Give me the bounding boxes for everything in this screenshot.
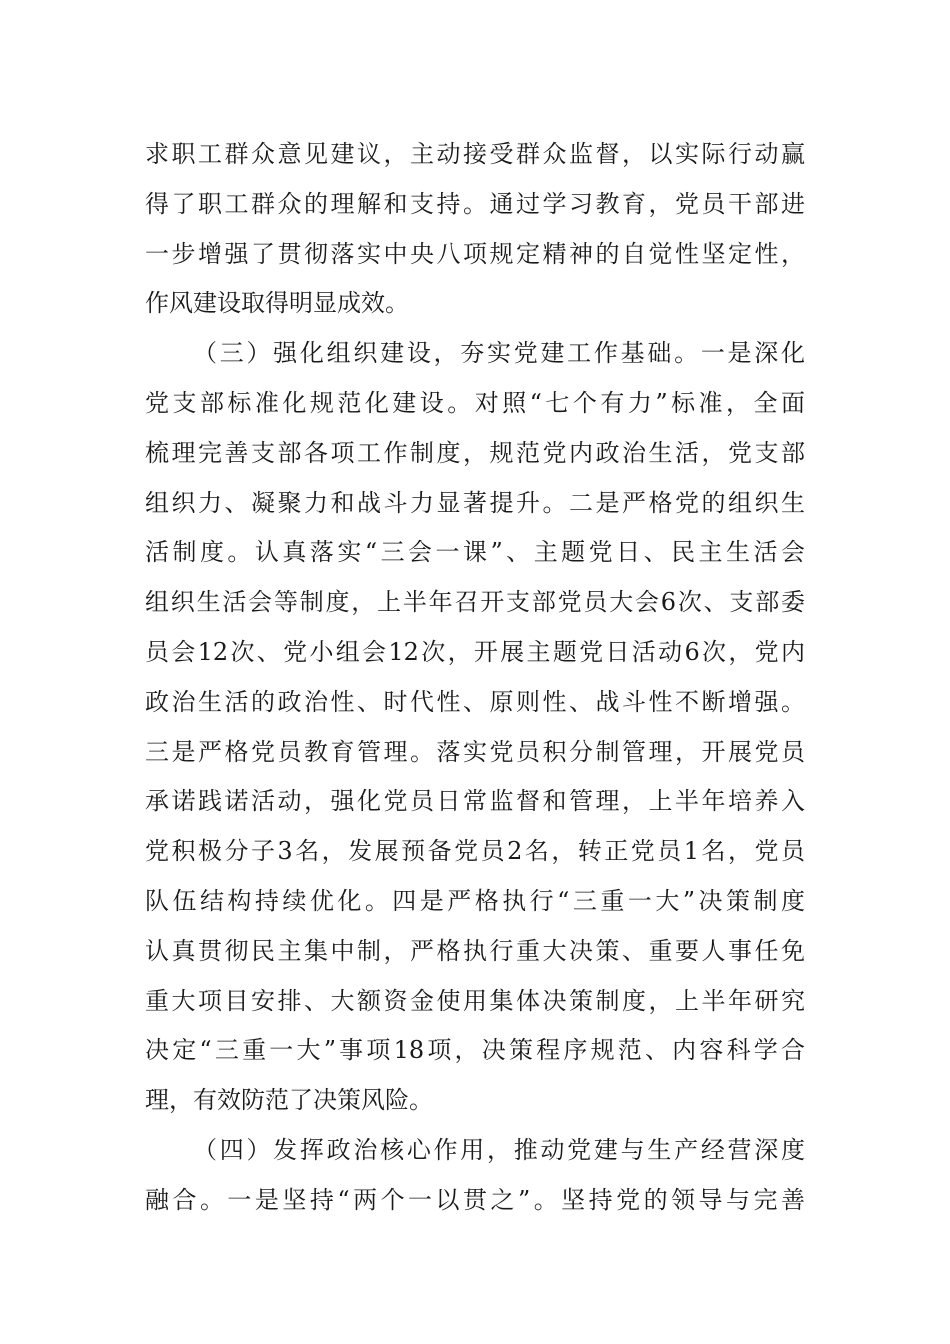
text-line: 队伍结构持续优化。四是严格执行“三重一大”决策制度 [145, 887, 805, 915]
text-line: 融合。一是坚持“两个一以贯之”。坚持党的领导与完善 [145, 1186, 805, 1214]
text-line: 一步增强了贯彻落实中央八项规定精神的自觉性坚定性， [145, 240, 805, 268]
text-line: 梳理完善支部各项工作制度，规范党内政治生活，党支部 [145, 439, 805, 467]
text-line: 党支部标准化规范化建设。对照“七个有力”标准，全面 [145, 389, 805, 417]
text-line: 认真贯彻民主集中制，严格执行重大决策、重要人事任免 [145, 937, 805, 965]
text-line: 员会12次、党小组会12次，开展主题党日活动6次，党内 [145, 638, 805, 666]
text-line: 党积极分子3名，发展预备党员2名，转正党员1名，党员 [145, 837, 805, 865]
paragraph-first-line: （四）发挥政治核心作用，推动党建与生产经营深度 [193, 1136, 805, 1164]
paragraph-first-line: （三）强化组织建设，夯实党建工作基础。一是深化 [193, 339, 805, 367]
text-line: 承诺践诺活动，强化党员日常监督和管理，上半年培养入 [145, 787, 805, 815]
text-line: 理，有效防范了决策风险。 [145, 1086, 433, 1114]
text-line: 决定“三重一大”事项18项，决策程序规范、内容科学合 [145, 1036, 805, 1064]
text-line: 得了职工群众的理解和支持。通过学习教育，党员干部进 [145, 190, 805, 218]
text-line: 作风建设取得明显成效。 [145, 289, 409, 317]
text-line: 组织力、凝聚力和战斗力显著提升。二是严格党的组织生 [145, 489, 805, 517]
text-line: 重大项目安排、大额资金使用集体决策制度，上半年研究 [145, 987, 805, 1015]
text-line: 组织生活会等制度，上半年召开支部党员大会6次、支部委 [145, 588, 805, 616]
text-line: 活制度。认真落实“三会一课”、主题党日、民主生活会 [145, 538, 805, 566]
text-line: 政治生活的政治性、时代性、原则性、战斗性不断增强。 [145, 688, 805, 716]
text-line: 求职工群众意见建议，主动接受群众监督，以实际行动赢 [145, 140, 805, 168]
text-line: 三是严格党员教育管理。落实党员积分制管理，开展党员 [145, 738, 805, 766]
